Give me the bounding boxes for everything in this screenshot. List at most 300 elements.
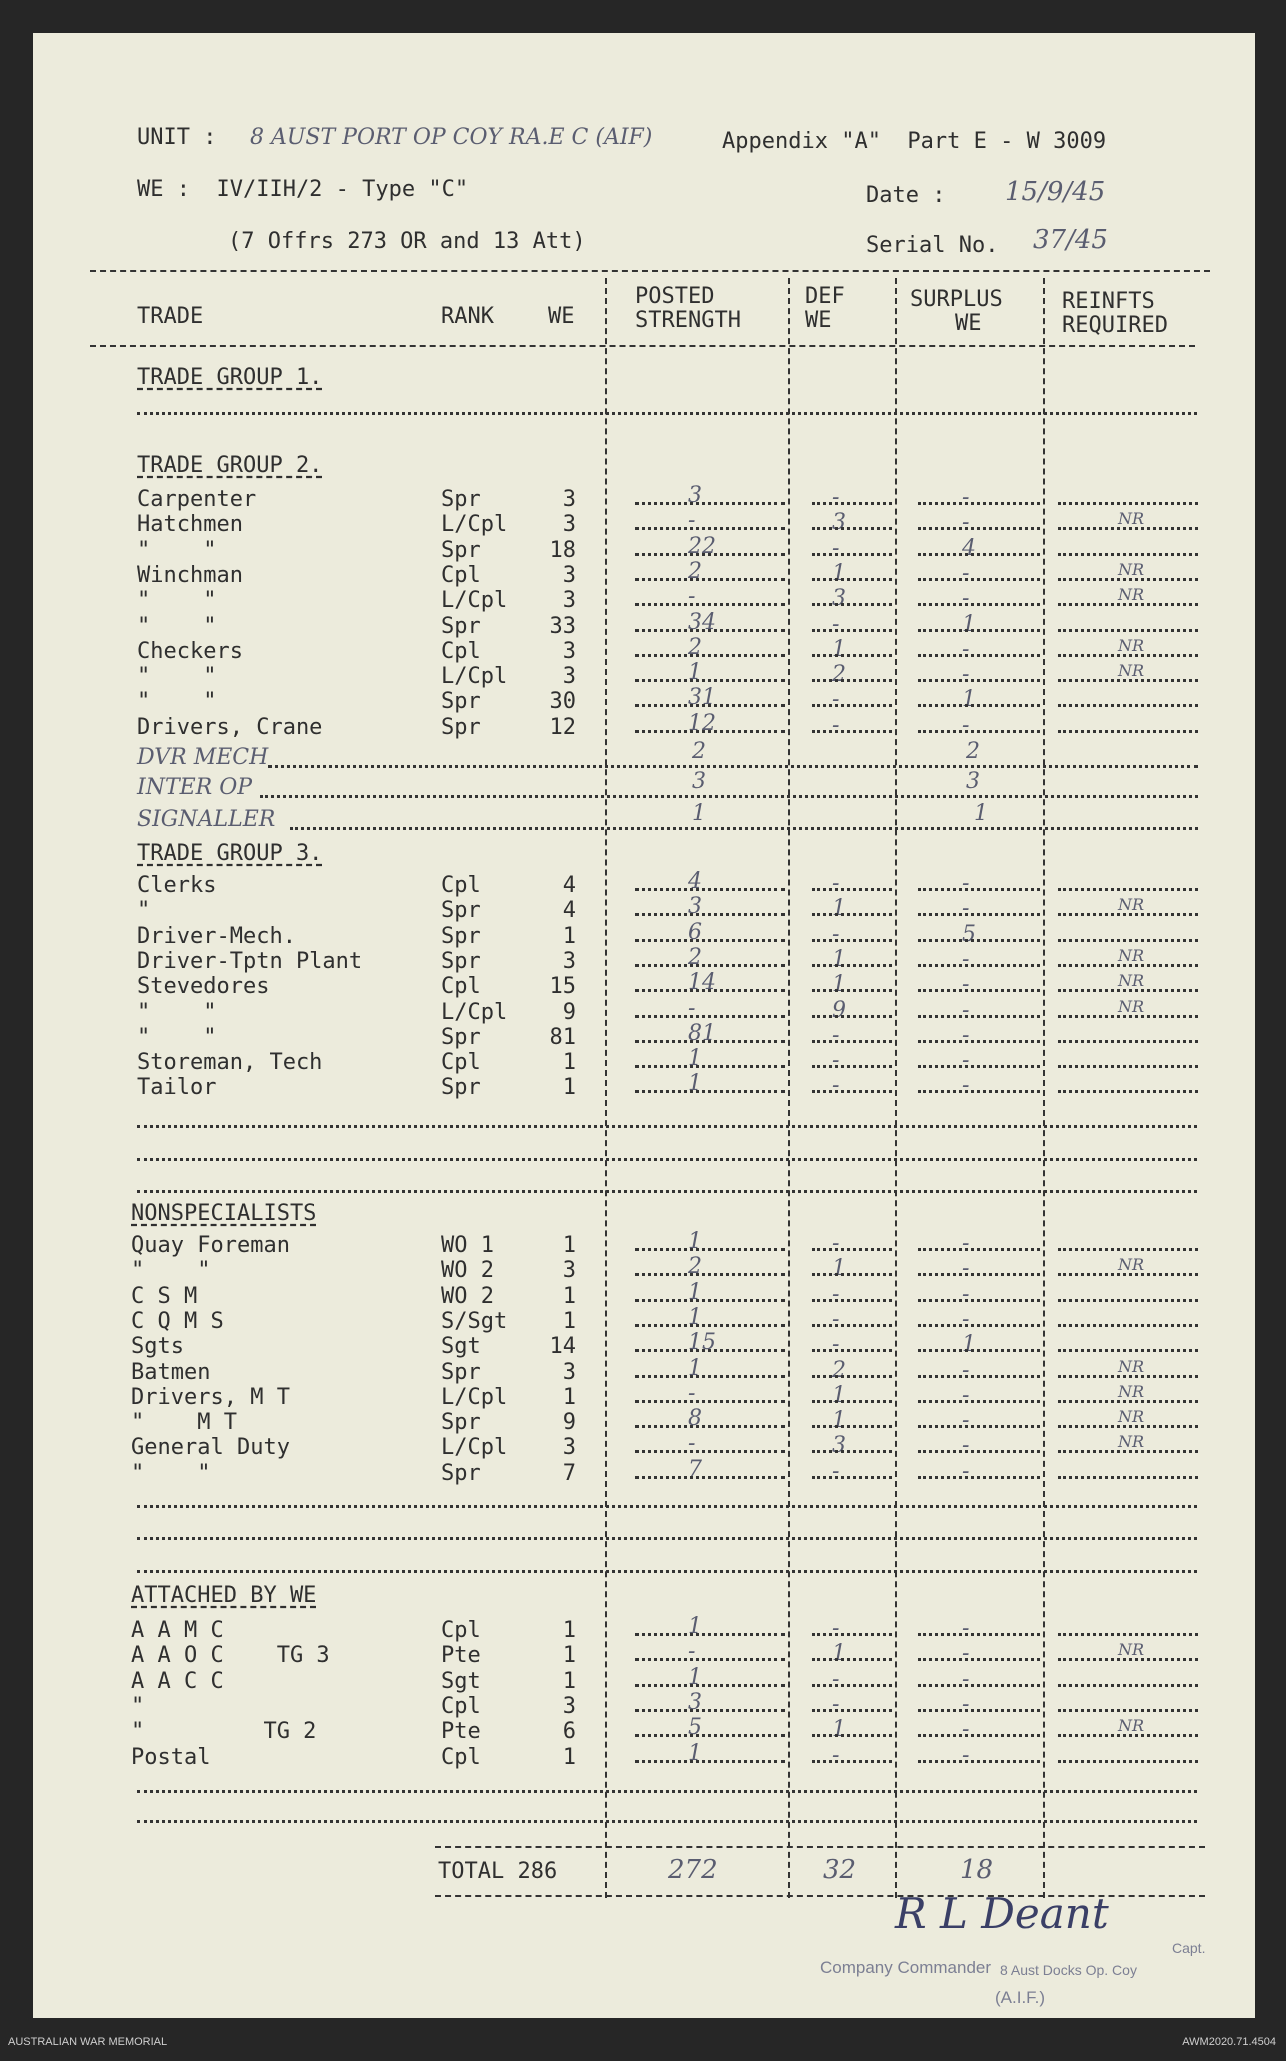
date-label: Date : — [866, 183, 946, 208]
row-rank: WO 2 — [441, 1258, 494, 1283]
row-reinf: NR — [1118, 585, 1145, 604]
row-dots-surplus — [918, 1400, 1040, 1403]
row-def: - — [832, 922, 840, 947]
row-rank: Cpl — [441, 563, 481, 588]
row-surplus: - — [962, 637, 970, 662]
row-surplus: - — [962, 1667, 970, 1692]
row-surplus: - — [962, 871, 970, 896]
row-dots-reinf — [1058, 1065, 1198, 1068]
row-trade: Drivers, Crane — [137, 715, 323, 740]
row-we: 1 — [562, 1284, 576, 1309]
row-dots-reinf — [1058, 1299, 1198, 1302]
row-surplus: - — [962, 1692, 970, 1717]
row-dots-def — [812, 1015, 892, 1018]
row-surplus: - — [962, 1433, 970, 1458]
header-top-rule — [90, 270, 1210, 272]
row-rank: Spr — [441, 1410, 481, 1435]
row-trade: " " — [131, 1258, 211, 1283]
row-dots-surplus — [918, 1273, 1040, 1276]
col-trade: TRADE — [137, 304, 204, 329]
row-dots-surplus — [918, 1090, 1040, 1093]
row-dots-surplus — [918, 1760, 1040, 1763]
row-surplus: - — [962, 1641, 970, 1666]
row-trade: General Duty — [131, 1435, 290, 1460]
row-def: - — [832, 1023, 840, 1048]
row-surplus: - — [962, 1408, 970, 1433]
blank-row-dots — [137, 412, 1197, 415]
row-trade: Driver-Tptn Plant — [137, 949, 363, 974]
row-def: - — [832, 1692, 840, 1717]
row-posted: 1 — [688, 1356, 702, 1381]
row-dots-reinf — [1058, 1248, 1198, 1251]
row-dots-posted — [635, 1684, 785, 1687]
row-dots-posted — [635, 1324, 785, 1327]
row-posted: 1 — [688, 1071, 702, 1096]
row-dots-posted — [635, 1760, 785, 1763]
row-def: 2 — [832, 662, 846, 687]
row-rank: Spr — [441, 1025, 481, 1050]
row-reinf: NR — [1118, 971, 1145, 990]
row-dots-posted — [635, 1450, 785, 1453]
row-posted: 3 — [688, 483, 702, 508]
row-def: 1 — [832, 947, 846, 972]
row-dots-surplus — [918, 553, 1040, 556]
row-reinf: NR — [1118, 1716, 1145, 1735]
row-reinf: NR — [1118, 997, 1145, 1016]
row-rank: Pte — [441, 1643, 481, 1668]
header-bottom-rule — [90, 345, 1195, 347]
hw-row-posted-3: 1 — [692, 801, 706, 826]
row-dots-reinf — [1058, 1450, 1198, 1453]
hw-row-posted-1: 2 — [692, 739, 706, 764]
row-dots-def — [812, 1040, 892, 1043]
row-rank: Spr — [441, 689, 481, 714]
group-title: TRADE GROUP 1. — [137, 365, 323, 390]
row-we: 12 — [549, 715, 576, 740]
row-dots-def — [812, 603, 892, 606]
col-posted-2: STRENGTH — [635, 308, 741, 333]
row-dots-posted — [635, 989, 785, 992]
row-dots-posted — [635, 629, 785, 632]
row-dots-reinf — [1058, 1324, 1198, 1327]
row-surplus: - — [962, 586, 970, 611]
row-dots-reinf — [1058, 888, 1198, 891]
row-we: 3 — [562, 1258, 576, 1283]
row-we: 6 — [562, 1719, 576, 1744]
row-dots-surplus — [918, 1684, 1040, 1687]
row-surplus: - — [962, 1383, 970, 1408]
row-trade: " — [131, 1694, 145, 1719]
signature-rank: Capt. — [1172, 1940, 1206, 1956]
row-dots-surplus — [918, 603, 1040, 606]
row-dots-surplus — [918, 1709, 1040, 1712]
row-dots-posted — [635, 964, 785, 967]
row-we: 3 — [562, 563, 576, 588]
row-rank: L/Cpl — [441, 512, 508, 537]
row-dots-def — [812, 1425, 892, 1428]
row-def: 1 — [832, 561, 846, 586]
col-posted-1: POSTED — [635, 284, 715, 309]
row-we: 3 — [562, 664, 576, 689]
col-rule-4 — [1043, 278, 1045, 1898]
serial-value: 37/45 — [1033, 225, 1108, 255]
row-dots-surplus — [918, 1375, 1040, 1378]
row-dots-posted — [635, 1248, 785, 1251]
hw-row-trade-2: INTER OP — [137, 775, 253, 800]
row-dots-reinf — [1058, 629, 1198, 632]
hw-row-dots-1 — [268, 765, 1198, 768]
row-dots-posted — [635, 553, 785, 556]
row-trade: " " — [137, 689, 217, 714]
row-posted: - — [688, 1639, 696, 1664]
row-we: 9 — [562, 1000, 576, 1025]
row-dots-surplus — [918, 989, 1040, 992]
col-we: WE — [548, 304, 575, 329]
row-def: - — [832, 485, 840, 510]
hw-row-trade-3: SIGNALLER — [137, 807, 276, 832]
row-dots-reinf — [1058, 553, 1198, 556]
row-rank: Spr — [441, 538, 481, 563]
row-surplus: - — [962, 972, 970, 997]
row-posted: - — [688, 508, 696, 533]
row-reinf: NR — [1118, 509, 1145, 528]
row-surplus: 1 — [962, 1332, 976, 1357]
row-surplus: - — [962, 947, 970, 972]
row-trade: Carpenter — [137, 487, 257, 512]
row-posted: 1 — [688, 1614, 702, 1639]
row-dots-surplus — [918, 704, 1040, 707]
row-surplus: - — [962, 1459, 970, 1484]
row-rank: Pte — [441, 1719, 481, 1744]
stamp-line-2: 8 Aust Docks Op. Coy — [1000, 1962, 1137, 1978]
row-dots-surplus — [918, 1450, 1040, 1453]
row-rank: Cpl — [441, 1745, 481, 1770]
col-surplus-1: SURPLUS — [910, 287, 1003, 312]
row-surplus: 1 — [962, 612, 976, 637]
row-def: - — [832, 612, 840, 637]
row-dots-surplus — [918, 939, 1040, 942]
blank-row-dots — [137, 1125, 1197, 1128]
row-we: 1 — [562, 1385, 576, 1410]
row-trade: " — [137, 898, 151, 923]
row-surplus: - — [962, 1282, 970, 1307]
row-def: - — [832, 687, 840, 712]
total-label: TOTAL 286 — [438, 1859, 558, 1884]
row-def: - — [832, 871, 840, 896]
row-rank: Spr — [441, 1461, 481, 1486]
row-rank: Spr — [441, 949, 481, 974]
row-dots-reinf — [1058, 1476, 1198, 1479]
row-dots-reinf — [1058, 1015, 1198, 1018]
row-posted: 81 — [688, 1021, 716, 1046]
row-dots-reinf — [1058, 1684, 1198, 1687]
row-trade: " " — [137, 1025, 217, 1050]
col-rule-3 — [895, 278, 897, 1898]
row-dots-def — [812, 1299, 892, 1302]
row-dots-posted — [635, 1476, 785, 1479]
row-we: 3 — [562, 512, 576, 537]
row-trade: Quay Foreman — [131, 1233, 290, 1258]
col-surplus-2: WE — [955, 311, 982, 336]
row-def: - — [832, 536, 840, 561]
row-surplus: - — [962, 662, 970, 687]
row-we: 33 — [549, 614, 576, 639]
row-we: 1 — [562, 1618, 576, 1643]
row-we: 1 — [562, 1643, 576, 1668]
hw-row-trade-1: DVR MECH — [137, 745, 269, 770]
row-surplus: - — [962, 1048, 970, 1073]
row-def: - — [832, 1073, 840, 1098]
row-rank: L/Cpl — [441, 664, 508, 689]
serial-label: Serial No. — [866, 233, 999, 258]
row-posted: 1 — [688, 660, 702, 685]
blank-row-dots — [137, 1537, 1197, 1540]
row-surplus: - — [962, 485, 970, 510]
row-surplus: - — [962, 1717, 970, 1742]
row-we: 3 — [562, 1694, 576, 1719]
row-dots-reinf — [1058, 989, 1198, 992]
row-dots-surplus — [918, 1324, 1040, 1327]
row-dots-surplus — [918, 1658, 1040, 1661]
row-trade: Tailor — [137, 1075, 217, 1100]
row-we: 1 — [562, 1669, 576, 1694]
row-we: 4 — [562, 898, 576, 923]
unit-label: UNIT : — [137, 125, 217, 150]
row-we: 1 — [562, 1050, 576, 1075]
row-dots-def — [812, 1734, 892, 1737]
row-surplus: 1 — [962, 687, 976, 712]
row-dots-posted — [635, 1400, 785, 1403]
row-dots-posted — [635, 1273, 785, 1276]
row-rank: Spr — [441, 487, 481, 512]
row-def: - — [832, 1231, 840, 1256]
row-rank: Cpl — [441, 639, 481, 664]
row-dots-posted — [635, 730, 785, 733]
row-dots-posted — [635, 1734, 785, 1737]
row-rank: Spr — [441, 924, 481, 949]
row-posted: 22 — [688, 534, 716, 559]
row-we: 1 — [562, 1745, 576, 1770]
row-trade: Winchman — [137, 563, 243, 588]
row-posted: 31 — [688, 685, 716, 710]
archive-footer — [0, 2018, 1286, 2061]
blank-row-dots — [137, 1158, 1197, 1161]
col-rule-1 — [605, 278, 607, 1898]
hw-row-dots-3 — [290, 827, 1198, 830]
row-def: 1 — [832, 637, 846, 662]
row-we: 15 — [549, 974, 576, 999]
row-dots-posted — [635, 913, 785, 916]
row-we: 3 — [562, 1435, 576, 1460]
hw-row-dots-2 — [260, 795, 1198, 798]
row-dots-reinf — [1058, 913, 1198, 916]
row-we: 1 — [562, 1233, 576, 1258]
row-trade: Batmen — [131, 1360, 211, 1385]
row-dots-reinf — [1058, 1349, 1198, 1352]
row-dots-surplus — [918, 1065, 1040, 1068]
row-we: 4 — [562, 873, 576, 898]
row-trade: A A O C TG 3 — [131, 1643, 330, 1668]
row-dots-surplus — [918, 679, 1040, 682]
row-posted: 1 — [688, 1280, 702, 1305]
group-title: ATTACHED BY WE — [131, 1583, 317, 1608]
row-dots-posted — [635, 1709, 785, 1712]
row-we: 7 — [562, 1461, 576, 1486]
row-rank: Spr — [441, 898, 481, 923]
row-rank: Cpl — [441, 1618, 481, 1643]
row-trade: " " — [137, 1000, 217, 1025]
row-def: 9 — [832, 998, 846, 1023]
stamp-line-1: Company Commander — [820, 1958, 992, 1977]
row-surplus: - — [962, 1743, 970, 1768]
row-dots-def — [812, 578, 892, 581]
row-rank: L/Cpl — [441, 588, 508, 613]
row-we: 18 — [549, 538, 576, 563]
row-posted: 1 — [688, 1305, 702, 1330]
strength-note: (7 Offrs 273 OR and 13 Att) — [228, 229, 586, 254]
total-top-rule — [435, 1846, 1205, 1848]
row-def: 1 — [832, 1408, 846, 1433]
row-reinf: NR — [1118, 1255, 1145, 1274]
row-posted: 2 — [688, 1254, 702, 1279]
row-def: - — [832, 1459, 840, 1484]
row-rank: Spr — [441, 614, 481, 639]
row-dots-def — [812, 527, 892, 530]
row-posted: 5 — [688, 1715, 702, 1740]
row-posted: 2 — [688, 945, 702, 970]
row-dots-posted — [635, 1299, 785, 1302]
row-dots-reinf — [1058, 1400, 1198, 1403]
row-def: - — [832, 1282, 840, 1307]
hw-row-surplus-3: 1 — [974, 801, 988, 826]
row-dots-reinf — [1058, 1040, 1198, 1043]
row-posted: 12 — [688, 711, 716, 736]
blank-row-dots — [137, 1505, 1197, 1508]
row-dots-posted — [635, 1349, 785, 1352]
row-def: 1 — [832, 1256, 846, 1281]
row-def: 3 — [832, 1433, 846, 1458]
col-reinf-2: REQUIRED — [1062, 313, 1168, 338]
row-posted: 3 — [688, 1690, 702, 1715]
row-dots-def — [812, 888, 892, 891]
row-rank: S/Sgt — [441, 1309, 508, 1334]
row-dots-def — [812, 1709, 892, 1712]
row-reinf: NR — [1118, 946, 1145, 965]
row-posted: - — [688, 996, 696, 1021]
row-def: - — [832, 1667, 840, 1692]
row-dots-surplus — [918, 527, 1040, 530]
signature: R L Deant — [895, 1889, 1109, 1938]
row-surplus: - — [962, 1307, 970, 1332]
total-posted: 272 — [668, 1855, 718, 1885]
row-posted: 14 — [688, 970, 716, 995]
row-posted: 2 — [688, 635, 702, 660]
row-reinf: NR — [1118, 560, 1145, 579]
row-dots-surplus — [918, 502, 1040, 505]
stamp-line-3: (A.I.F.) — [995, 1988, 1046, 2007]
row-dots-surplus — [918, 1734, 1040, 1737]
row-trade: Hatchmen — [137, 512, 243, 537]
row-we: 30 — [549, 689, 576, 714]
row-def: 1 — [832, 896, 846, 921]
row-trade: A A M C — [131, 1618, 224, 1643]
row-surplus: - — [962, 510, 970, 535]
row-dots-def — [812, 679, 892, 682]
col-rank: RANK — [441, 304, 494, 329]
row-reinf: NR — [1118, 1640, 1145, 1659]
row-dots-surplus — [918, 1349, 1040, 1352]
row-we: 9 — [562, 1410, 576, 1435]
footer-institution: AUSTRALIAN WAR MEMORIAL — [8, 2036, 168, 2048]
row-dots-posted — [635, 1425, 785, 1428]
col-def-2: WE — [805, 308, 832, 333]
row-dots-reinf — [1058, 1709, 1198, 1712]
row-trade: Drivers, M T — [131, 1385, 290, 1410]
row-dots-def — [812, 989, 892, 992]
row-dots-def — [812, 1375, 892, 1378]
row-dots-surplus — [918, 964, 1040, 967]
row-def: 1 — [832, 972, 846, 997]
hw-row-posted-2: 3 — [692, 769, 706, 794]
row-we: 3 — [562, 949, 576, 974]
row-def: 1 — [832, 1641, 846, 1666]
row-dots-reinf — [1058, 1090, 1198, 1093]
row-dots-posted — [635, 1040, 785, 1043]
row-dots-def — [812, 1273, 892, 1276]
row-def: 1 — [832, 1383, 846, 1408]
row-trade: Checkers — [137, 639, 243, 664]
row-trade: " " — [137, 664, 217, 689]
row-trade: " " — [137, 588, 217, 613]
row-surplus: - — [962, 1256, 970, 1281]
row-dots-reinf — [1058, 704, 1198, 707]
row-posted: - — [688, 1381, 696, 1406]
row-dots-def — [812, 553, 892, 556]
row-dots-surplus — [918, 1476, 1040, 1479]
row-posted: 34 — [688, 610, 716, 635]
row-dots-def — [812, 964, 892, 967]
row-surplus: - — [962, 1073, 970, 1098]
row-reinf: NR — [1118, 1407, 1145, 1426]
row-reinf: NR — [1118, 636, 1145, 655]
row-posted: 1 — [688, 1741, 702, 1766]
row-dots-reinf — [1058, 527, 1198, 530]
row-def: - — [832, 1743, 840, 1768]
row-we: 3 — [562, 1360, 576, 1385]
row-surplus: - — [962, 1023, 970, 1048]
row-surplus: - — [962, 896, 970, 921]
row-dots-posted — [635, 1375, 785, 1378]
row-trade: Driver-Mech. — [137, 924, 296, 949]
col-reinf-1: REINFTS — [1062, 289, 1155, 314]
row-dots-def — [812, 1684, 892, 1687]
row-dots-surplus — [918, 1248, 1040, 1251]
row-rank: Cpl — [441, 1694, 481, 1719]
row-dots-def — [812, 1633, 892, 1636]
row-dots-surplus — [918, 1299, 1040, 1302]
row-reinf: NR — [1118, 1357, 1145, 1376]
row-def: 3 — [832, 586, 846, 611]
row-dots-surplus — [918, 730, 1040, 733]
row-dots-posted — [635, 527, 785, 530]
row-dots-reinf — [1058, 1273, 1198, 1276]
row-dots-def — [812, 939, 892, 942]
row-dots-posted — [635, 704, 785, 707]
row-posted: 2 — [688, 559, 702, 584]
row-dots-reinf — [1058, 679, 1198, 682]
row-dots-def — [812, 913, 892, 916]
row-reinf: NR — [1118, 1432, 1145, 1451]
